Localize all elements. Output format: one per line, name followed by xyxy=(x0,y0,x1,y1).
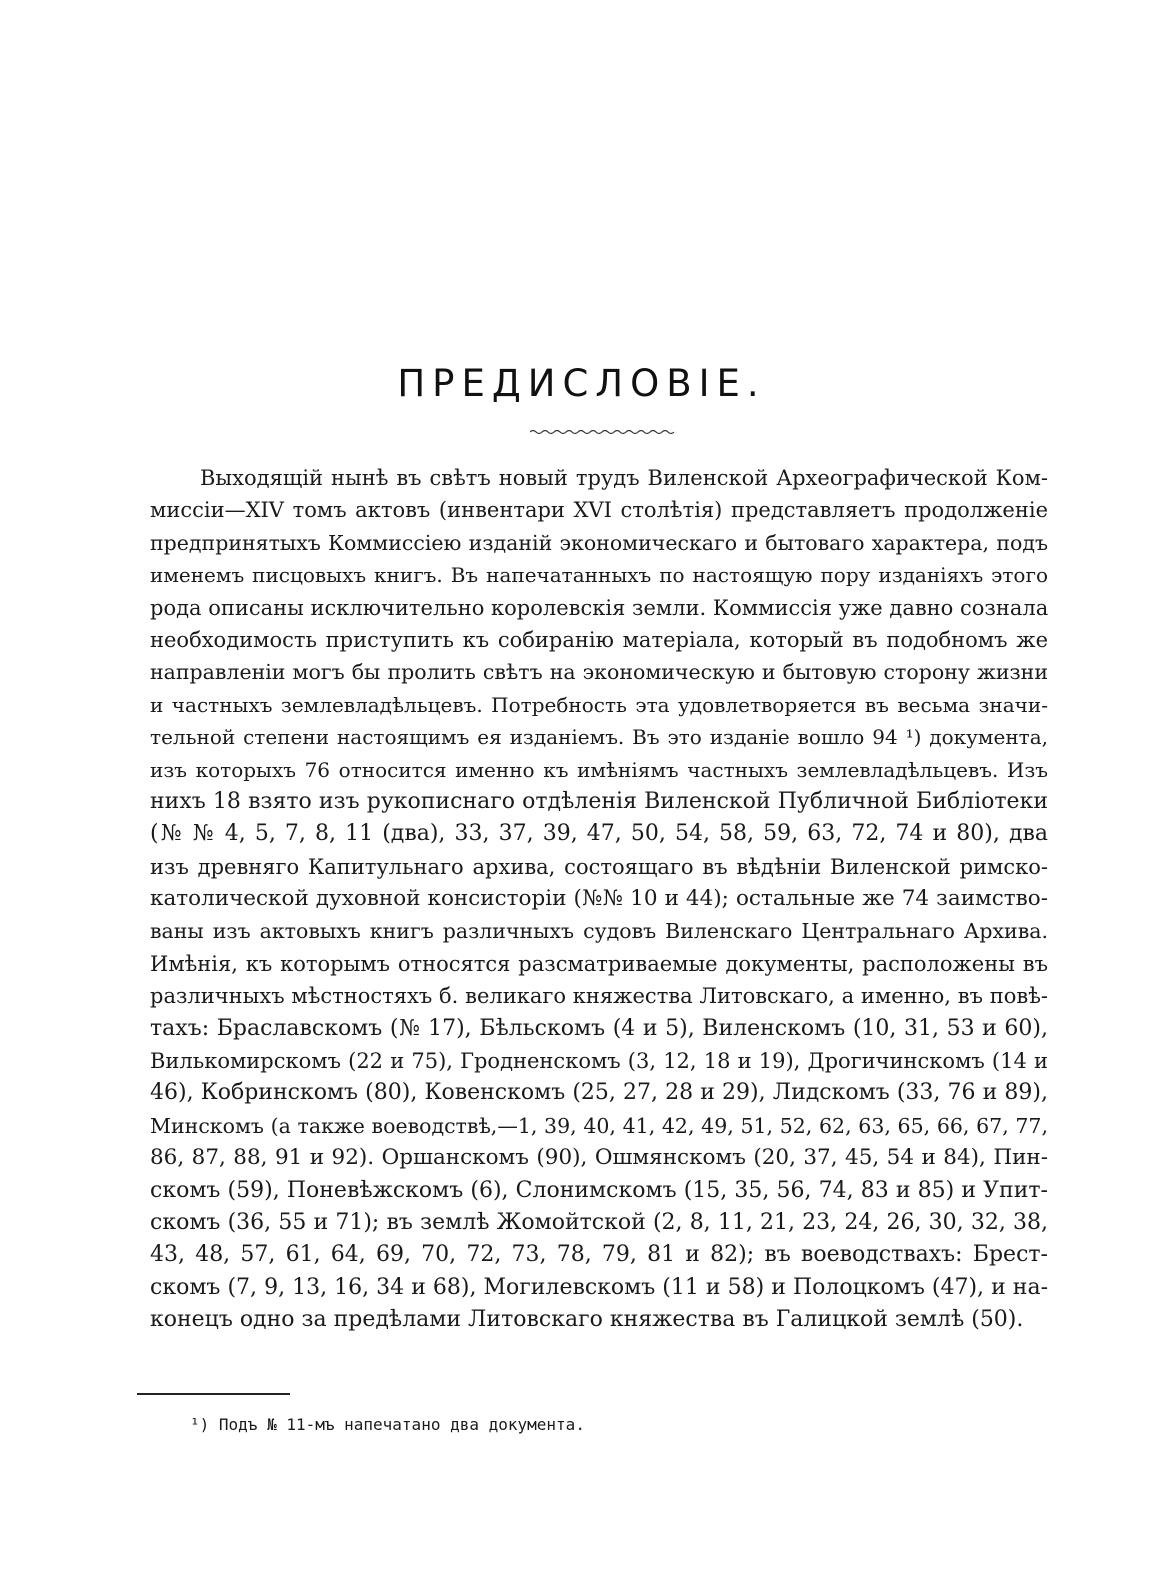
text-line: (№ № 4, 5, 7, 8, 11 (два), 33, 37, 39, 47, 50, 54, 58, 59, 63, 72, 74 и 80), два xyxy=(150,821,1048,847)
text-line: скомъ (59), Поневѣжскомъ (6), Слонимскомъ (15, 35, 56, 74, 83 и 85) и Упит- xyxy=(150,1177,1048,1203)
text-line: 46), Кобринскомъ (80), Ковенскомъ (25, 27, 28 и 29), Лидскомъ (33, 76 и 89), xyxy=(150,1080,1048,1106)
text-line: миссіи—XIV томъ актовъ (инвентари XVI столѣтія) представляетъ продолженіе xyxy=(150,498,1048,523)
footnote: ¹) Подъ № 11-мъ напечатано два документа. xyxy=(190,1415,585,1434)
text-line: именемъ писцовыхъ книгъ. Въ напечатанныхъ по настоящую пору изданіяхъ этого xyxy=(150,563,1048,588)
text-line: 43, 48, 57, 61, 64, 69, 70, 72, 73, 78, 79, 81 и 82); въ воеводствахъ: Брест- xyxy=(150,1242,1048,1268)
text-line: тельной степени настоящимъ ея изданіемъ. Въ это изданіе вошло 94 ¹) документа, xyxy=(150,725,1048,750)
text-line: направленіи могъ бы пролить свѣтъ на экономическую и бытовую сторону жизни xyxy=(150,660,1048,685)
footnote-divider xyxy=(137,1393,290,1395)
text-line: изъ древняго Капитульнаго архива, состоящаго въ вѣдѣніи Виленской римско- xyxy=(150,854,1048,879)
text-line: тахъ: Браславскомъ (№ 17), Бѣльскомъ (4 и 5), Виленскомъ (10, 31, 53 и 60), xyxy=(150,1015,1048,1041)
text-line: различныхъ мѣстностяхъ б. великаго княжества Литовскаго, а именно, въ повѣ- xyxy=(150,984,1048,1009)
preface-body xyxy=(150,462,1048,1337)
text-line: скомъ (7, 9, 13, 16, 34 и 68), Могилевскомъ (11 и 58) и Полоцкомъ (47), и на- xyxy=(150,1274,1048,1300)
text-line: и частныхъ землевладѣльцевъ. Потребность эта удовлетворяется въ весьма значи- xyxy=(150,692,1048,717)
text-line: необходимость приступить къ собиранію матеріала, который въ подобномъ же xyxy=(150,627,1048,652)
text-line: Выходящій нынѣ въ свѣтъ новый трудъ Виленской Археографической Ком- xyxy=(200,466,1048,490)
text-line: Минскомъ (а также воеводствѣ,—1, 39, 40, 41, 42, 49, 51, 52, 62, 63, 65, 66, 67, 77, xyxy=(150,1113,1048,1138)
text-line: 86, 87, 88, 91 и 92). Оршанскомъ (90), Ошмянскомъ (20, 37, 45, 54 и 84), Пин- xyxy=(150,1145,1048,1171)
text-line: ваны изъ актовыхъ книгъ различныхъ судовъ Виленскаго Центральнаго Архива. xyxy=(150,919,1048,944)
text-line: конецъ одно за предѣлами Литовскаго княжества въ Галицкой землѣ (50). xyxy=(150,1307,1024,1333)
text-line: скомъ (36, 55 и 71); въ землѣ Жомойтской (2, 8, 11, 21, 23, 24, 26, 30, 32, 38, xyxy=(150,1209,1048,1235)
text-line: нихъ 18 взято изъ рукописнаго отдѣленія Виленской Публичной Библіотеки xyxy=(150,788,1048,814)
text-line: Вилькомирскомъ (22 и 75), Гродненскомъ (3, 12, 18 и 19), Дрогичинскомъ (14 и xyxy=(150,1049,1048,1074)
title-wavy-rule xyxy=(530,428,676,436)
text-line: изъ которыхъ 76 относится именно къ имѣніямъ частныхъ землевладѣльцевъ. Изъ xyxy=(150,757,1048,782)
page-title: ПРЕДИСЛОВІЕ. xyxy=(397,362,766,405)
text-line: католической духовной консисторіи (№№ 10 и 44); остальные же 74 заимство- xyxy=(150,886,1048,912)
text-line: предпринятыхъ Коммиссіею изданій экономическаго и бытоваго характера, подъ xyxy=(150,530,1048,555)
text-line: Имѣнія, къ которымъ относятся разсматриваемые документы, расположены въ xyxy=(150,951,1048,976)
text-line: рода описаны исключительно королевскія земли. Коммиссія уже давно сознала xyxy=(150,595,1048,620)
